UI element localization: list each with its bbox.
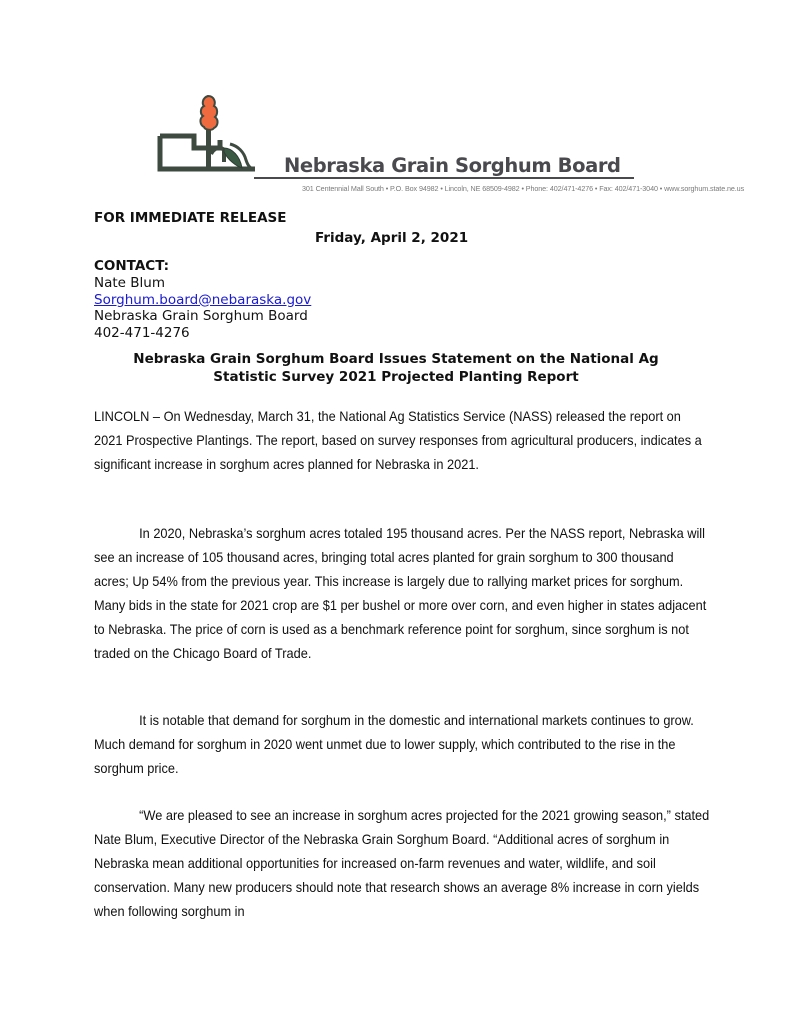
organization-name: Nebraska Grain Sorghum Board <box>284 154 621 177</box>
body-paragraph-4 <box>94 804 710 924</box>
contact-phone: 402-471-4276 <box>94 325 190 342</box>
letterhead-address: 301 Centennial Mall South • P.O. Box 94982 • Lincoln, NE 68509-4982 • Phone: 402/471-4276 • Fax: 402/471-3040 • www.sorghum.state.ne.us <box>302 184 745 193</box>
body-paragraph-1 <box>94 405 702 477</box>
release-label: FOR IMMEDIATE RELEASE <box>94 210 287 226</box>
letterhead <box>150 92 745 200</box>
contact-name: Nate Blum <box>94 274 165 291</box>
contact-organization: Nebraska Grain Sorghum Board <box>94 308 308 325</box>
press-release-headline <box>90 350 702 386</box>
paragraph-text: “We are pleased to see an increase in sorghum acres projected for the 2021 growing season,” stated Nate Blum, Executive Director of the Nebraska Grain Sorghum Board. “Additional acres of sorghum in Nebraska mean additional opportunities for increased on-farm revenues and water, wildlife, and soil conservation. Many new producers should note that research shows an average 8% increase in corn yields when following sorghum in <box>94 808 710 919</box>
sorghum-nebraska-logo-icon <box>150 92 290 200</box>
paragraph-text: LINCOLN – On Wednesday, March 31, the National Ag Statistics Service (NASS) released the report on 2021 Prospective Plantings. The report, based on survey responses from agricultural producers, indicates a significant increase in sorghum acres planned for Nebraska in 2021. <box>94 409 702 472</box>
body-paragraph-3 <box>94 709 694 781</box>
body-paragraph-2 <box>94 522 707 666</box>
headline-line-2: Statistic Survey 2021 Projected Planting Report <box>213 369 579 385</box>
paragraph-text: It is notable that demand for sorghum in the domestic and international markets continues to grow. Much demand for sorghum in 2020 went unmet due to lower supply, which contributed to the rise in the sorghum price. <box>94 713 694 776</box>
contact-block <box>94 258 311 342</box>
paragraph-text: In 2020, Nebraska’s sorghum acres totaled 195 thousand acres. Per the NASS report, Nebraska will see an increase of 105 thousand acres, bringing total acres planted for grain sorghum to 300 thousand acres; Up 54% from the previous year. This increase is largely due to rallying market prices for sorghum. Many bids in the state for 2021 crop are $1 per bushel or more over corn, and even higher in states adjacent to Nebraska. The price of corn is used as a benchmark reference point for sorghum, since sorghum is not traded on the Chicago Board of Trade. <box>94 526 707 661</box>
release-date: Friday, April 2, 2021 <box>315 230 469 246</box>
contact-email-link[interactable]: Sorghum.board@nebaraska.gov <box>94 291 312 308</box>
headline-line-1: Nebraska Grain Sorghum Board Issues Statement on the National Ag <box>133 351 659 367</box>
letterhead-rule <box>254 177 634 179</box>
contact-label: CONTACT: <box>94 258 170 274</box>
